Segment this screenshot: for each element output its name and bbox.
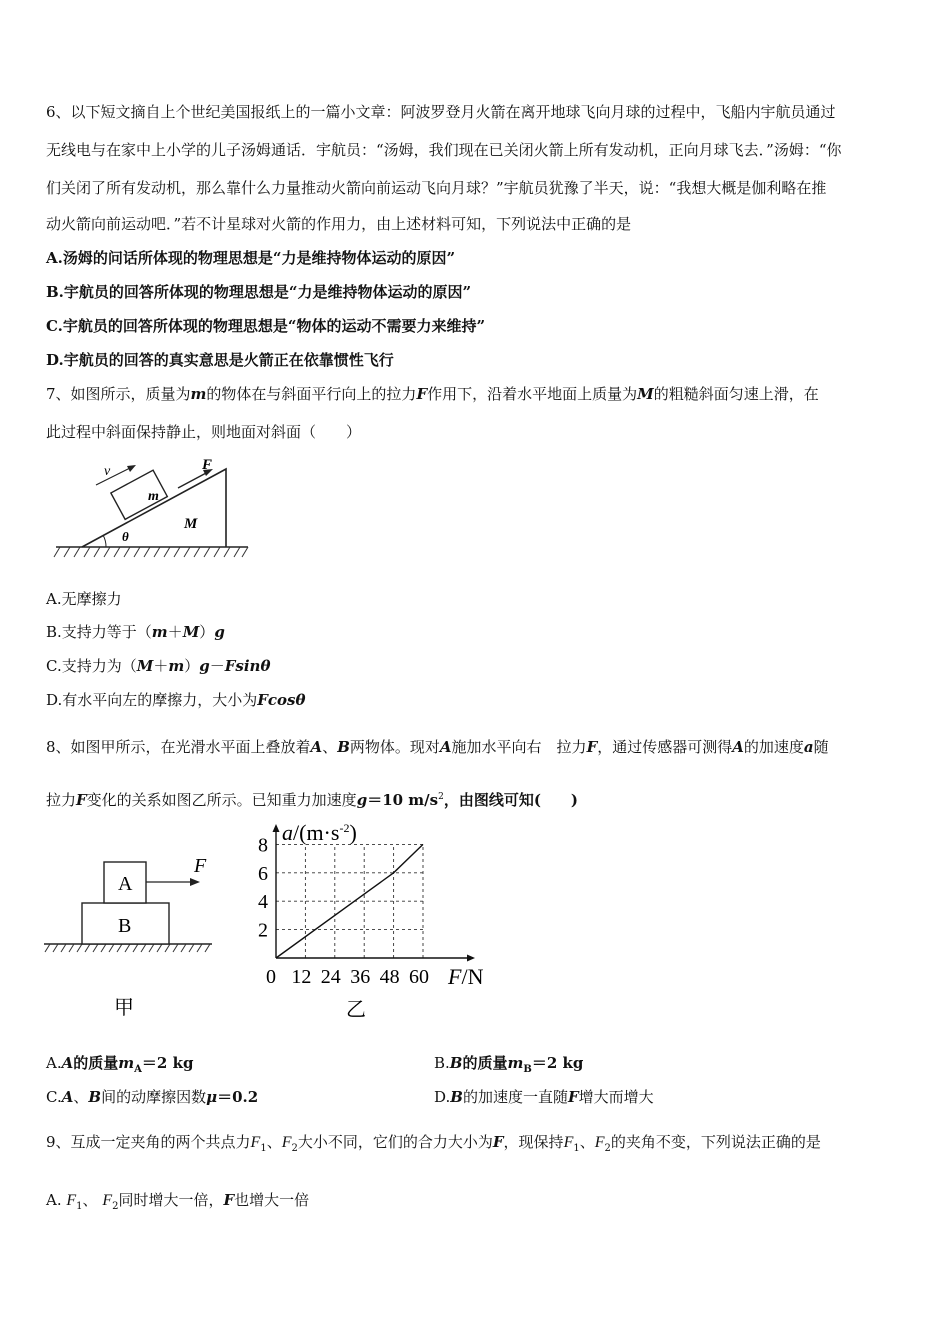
acceleration-force-chart xyxy=(248,818,508,1023)
x-tick-label: 24 xyxy=(320,966,341,988)
q8-option-b: B.B的质量$m_B=2$ kg xyxy=(434,1054,584,1075)
q8-option-d: D.B的加速度一直随F增大而增大 xyxy=(434,1088,654,1106)
q8-line-2: 拉力F变化的关系如图乙所示。已知重力加速度g＝10 $m/s^2$，由图线可知( ) xyxy=(46,791,579,809)
block-b-label: B xyxy=(118,915,132,937)
q7-option-b: B.支持力等于（m＋M）g xyxy=(46,623,225,641)
q8-option-c: C.A、B间的动摩擦因数μ＝0.2 xyxy=(46,1088,259,1106)
force-label: F xyxy=(194,855,207,877)
q6-line-3: 们关闭了所有发动机，那么靠什么力量推动火箭向前运动飞向月球？”宇航员犹豫了半天，说：“我想大概是伽利略在推 xyxy=(46,179,827,197)
incline-M-label: M xyxy=(184,516,198,532)
y-axis-label: $a/(m\cdot s^{-2})$ xyxy=(282,820,357,845)
y-tick-label: 4 xyxy=(258,891,268,914)
figure-caption-jia: 甲 xyxy=(114,997,134,1019)
q7-line-2: 此过程中斜面保持静止，则地面对斜面（ ） xyxy=(46,423,362,441)
q6-option-d: D.宇航员的回答的真实意思是火箭正在依靠惯性飞行 xyxy=(46,351,394,369)
figure-caption-yi: 乙 xyxy=(346,999,366,1021)
q6-line-4: 动火箭向前运动吧．”若不计星球对火箭的作用力，由上述材料可知，下列说法中正确的是 xyxy=(46,215,632,233)
angle-theta-label: θ xyxy=(122,529,129,544)
incline-figure xyxy=(50,455,260,565)
q7-option-d: D.有水平向左的摩擦力，大小为Fcosθ xyxy=(46,691,306,709)
block-m-label: m xyxy=(148,489,159,504)
q7-line-1: 7、如图所示，质量为m的物体在与斜面平行向上的拉力F作用下，沿着水平地面上质量为M的粗糙斜面匀速上滑，在 xyxy=(46,385,819,403)
q6-option-b: B.宇航员的回答所体现的物理思想是“力是维持物体运动的原因” xyxy=(46,283,472,301)
x-axis-label: F/N xyxy=(448,964,484,989)
force-label: F xyxy=(202,457,213,473)
q9-option-a: A. $F_1$、 $F_2$同时增大一倍，F也增大一倍 xyxy=(46,1191,310,1212)
velocity-label: v xyxy=(104,464,111,479)
q8-option-a: A.A的质量$m_A=2$ kg xyxy=(46,1054,194,1075)
q6-option-c: C.宇航员的回答所体现的物理思想是“物体的运动不需要力来维持” xyxy=(46,317,486,335)
x-tick-label: 12 xyxy=(291,966,312,988)
stacked-blocks-figure xyxy=(44,850,219,1025)
x-tick-label: 48 xyxy=(379,966,400,988)
y-tick-label: 2 xyxy=(258,919,268,942)
y-tick-label: 6 xyxy=(258,862,268,885)
q9-line-1: 9、互成一定夹角的两个共点力$F_1$、$F_2$大小不同，它们的合力大小为F，现保持$F_1$、$F_2$的夹角不变，下列说法正确的是 xyxy=(46,1133,821,1154)
q6-option-a: A.汤姆的问话所体现的物理思想是“力是维持物体运动的原因” xyxy=(46,249,456,267)
q6-line-1: 6、以下短文摘自上个世纪美国报纸上的一篇小文章：阿波罗登月火箭在离开地球飞向月球的过程中，飞船内宇航员通过 xyxy=(46,103,836,121)
x-tick-label: 36 xyxy=(350,966,371,988)
q7-option-a: A.无摩擦力 xyxy=(46,590,122,608)
q7-option-c: C.支持力为（M＋m）g－Fsinθ xyxy=(46,657,271,675)
block-a-label: A xyxy=(118,873,133,895)
x-tick-label: 0 xyxy=(266,966,276,988)
q8-line-1: 8、如图甲所示，在光滑水平面上叠放着A、B两物体。现对A施加水平向右 拉力F，通过传感器可测得A的加速度a随 xyxy=(46,738,829,756)
y-tick-label: 8 xyxy=(258,834,268,857)
q6-line-2: 无线电与在家中上小学的儿子汤姆通话．宇航员：“汤姆，我们现在已关闭火箭上所有发动机，正向月球飞去．”汤姆：“你 xyxy=(46,141,842,159)
x-tick-label: 60 xyxy=(409,966,429,988)
